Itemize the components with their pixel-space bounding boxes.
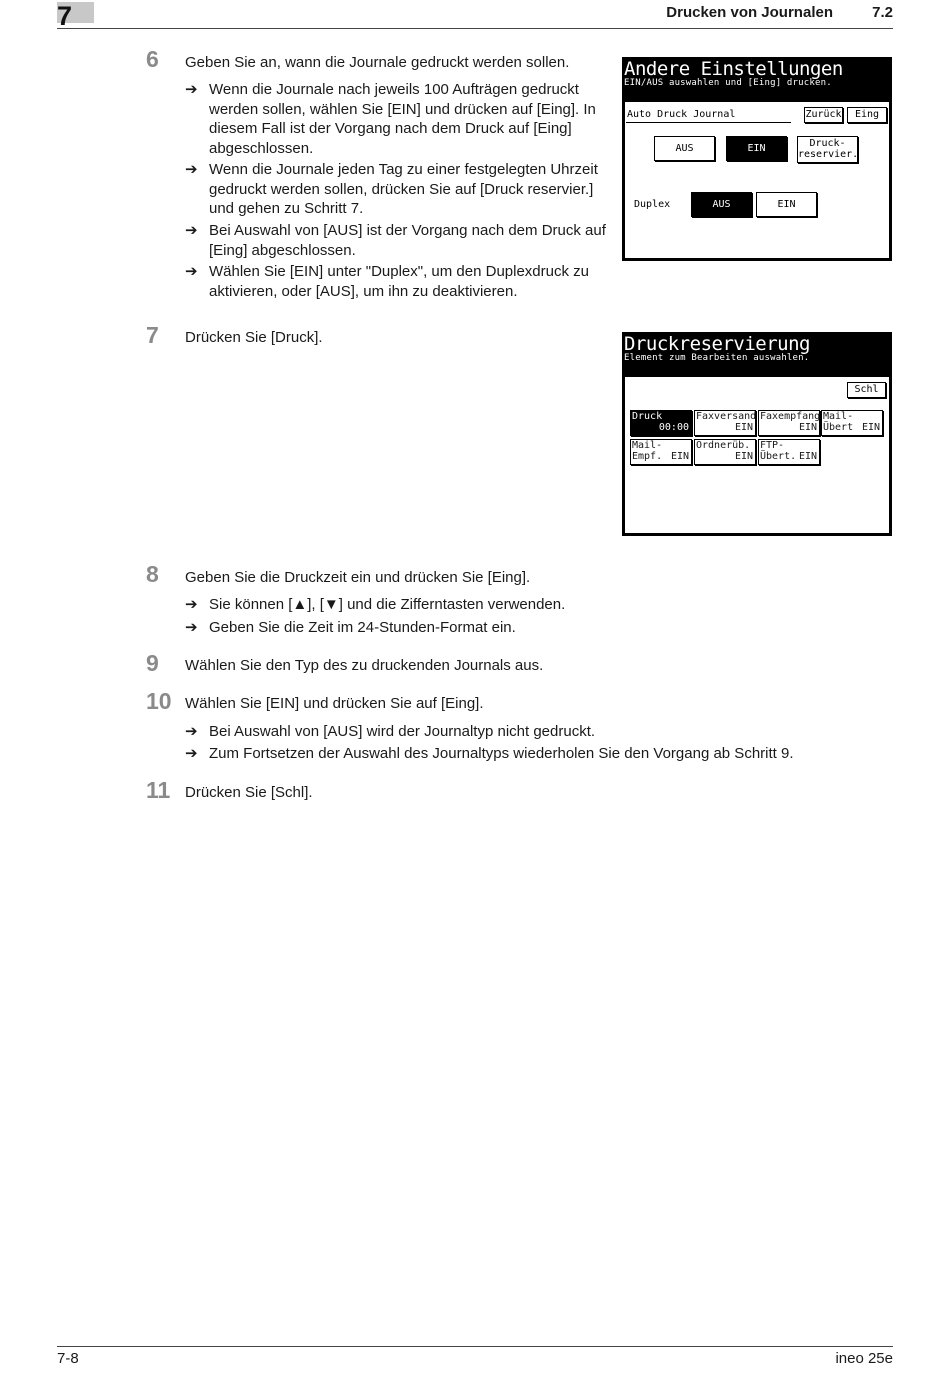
tile-fax-receive[interactable] [758,410,820,436]
header-section: 7.2 [872,4,893,21]
field-underline [626,122,791,123]
close-button[interactable]: Schl [847,382,886,398]
tile-folder-transfer[interactable] [694,439,756,465]
step-number: 8 [146,561,159,587]
tile-label: Faxversand [696,411,757,422]
step-text: Wählen Sie [EIN] und drücken Sie auf [Eing]. [185,695,484,712]
tile-label: Ordnerüb. [696,440,751,451]
page-number: 7-8 [57,1350,79,1367]
back-button[interactable]: Zurück [804,107,843,123]
tile-value: EIN [734,451,753,462]
screen-panel [623,102,891,260]
step-number: 7 [146,322,159,348]
arrow-icon: ➔ [185,596,198,613]
bullet-text: Bei Auswahl von [AUS] ist der Vorgang nach dem Druck auf [Eing] abgeschlossen. [209,222,606,259]
bullet-text: Geben Sie die Zeit im 24-Stunden-Format ein. [209,619,516,636]
bullet-text: Sie können [▲], [▼] und die Zifferntasten verwenden. [209,596,566,613]
tile-value: EIN [798,451,817,462]
step-text: Drücken Sie [Schl]. [185,784,313,801]
lcd-screen-settings [622,57,892,261]
step-number: 9 [146,650,159,676]
bullet-item [185,262,610,301]
arrow-icon: ➔ [185,745,198,762]
off-button[interactable]: AUS [654,136,715,161]
screen-title: Andere Einstellungen [624,58,843,80]
tile-value: 00:00 [658,422,689,433]
arrow-icon: ➔ [185,161,198,178]
bullet-text: Wenn die Journale nach jeweils 100 Aufträgen gedruckt werden sollen, wählen Sie [EIN] und drücken auf [Eing]. In diesem Fall ist der Vorgang nach dem Druck auf [Eing] abgeschlossen. [209,81,596,157]
tile-fax-send[interactable] [694,410,756,436]
bullet-item [185,160,610,219]
bullet-text: Zum Fortsetzen der Auswahl des Journaltyps wiederholen Sie den Vorgang ab Schritt 9. [209,745,794,762]
bullet-item [185,744,905,764]
product-name: ineo 25e [835,1350,893,1367]
reserve-label-line1: Druck- [809,138,846,149]
tile-label: Druck [632,411,663,422]
tile-mail-receive[interactable] [630,439,692,465]
step-text: Drücken Sie [Druck]. [185,329,323,346]
tile-mail-send[interactable] [821,410,883,436]
tile-value: EIN [798,422,817,433]
duplex-label: Duplex [634,199,671,210]
tile-value: EIN [861,422,880,433]
reserve-label-line2: reservier. [798,149,859,160]
duplex-off-button[interactable]: AUS [691,192,752,217]
bullet-text: Wenn die Journale jeden Tag zu einer festgelegten Uhrzeit gedruckt werden sollen, drücken Sie auf [Druck reservier.] und gehen zu Schritt 7. [209,161,598,217]
screen-title-bar [623,58,891,102]
step-text: Geben Sie die Druckzeit ein und drücken Sie [Eing]. [185,569,531,586]
tile-label: Mail-Empf. [632,440,663,462]
tile-print[interactable] [630,410,692,436]
tile-label: Faxempfang [760,411,821,422]
arrow-icon: ➔ [185,723,198,740]
arrow-icon: ➔ [185,81,198,98]
screen-subtitle: EIN/AUS auswahlen und [Eing] drucken. [624,78,832,88]
bullet-text: Wählen Sie [EIN] unter "Duplex", um den Duplexdruck zu aktivieren, oder [AUS], um ihn zu deaktivieren. [209,263,589,300]
arrow-icon: ➔ [185,263,198,280]
field-label: Auto Druck Journal [627,109,736,120]
step-number: 11 [146,777,171,803]
bullet-text: Bei Auswahl von [AUS] wird der Journaltyp nicht gedruckt. [209,723,596,740]
enter-button[interactable]: Eing [847,107,887,123]
step-text: Wählen Sie den Typ des zu druckenden Journals aus. [185,657,544,674]
arrow-icon: ➔ [185,619,198,636]
bullet-item [185,80,610,158]
tile-value: EIN [734,422,753,433]
arrow-icon: ➔ [185,222,198,239]
header-divider [57,28,893,29]
header-title: Drucken von Journalen [666,4,833,21]
step-number: 6 [146,46,159,72]
tile-value: EIN [670,451,689,462]
tile-ftp-transfer[interactable] [758,439,820,465]
on-button[interactable]: EIN [726,136,787,161]
screen-subtitle: Element zum Bearbeiten auswahlen. [624,353,810,363]
step-number: 10 [146,688,172,714]
chapter-number: 7 [57,1,73,31]
bullet-item [185,722,885,742]
screen-title: Druckreservierung [624,333,810,355]
bullet-item [185,618,885,638]
screen-title-bar [623,333,891,377]
step-text: Geben Sie an, wann die Journale gedruckt werden sollen. [185,54,570,71]
bullet-item [185,221,610,260]
lcd-screen-print-reservation [622,332,892,536]
duplex-on-button[interactable]: EIN [756,192,817,217]
bullet-item [185,595,885,615]
tile-label: FTP-Übert. [760,440,797,462]
tile-label: Mail-Übert [823,411,854,433]
footer-divider [57,1346,893,1347]
reserve-print-button[interactable] [797,136,858,163]
